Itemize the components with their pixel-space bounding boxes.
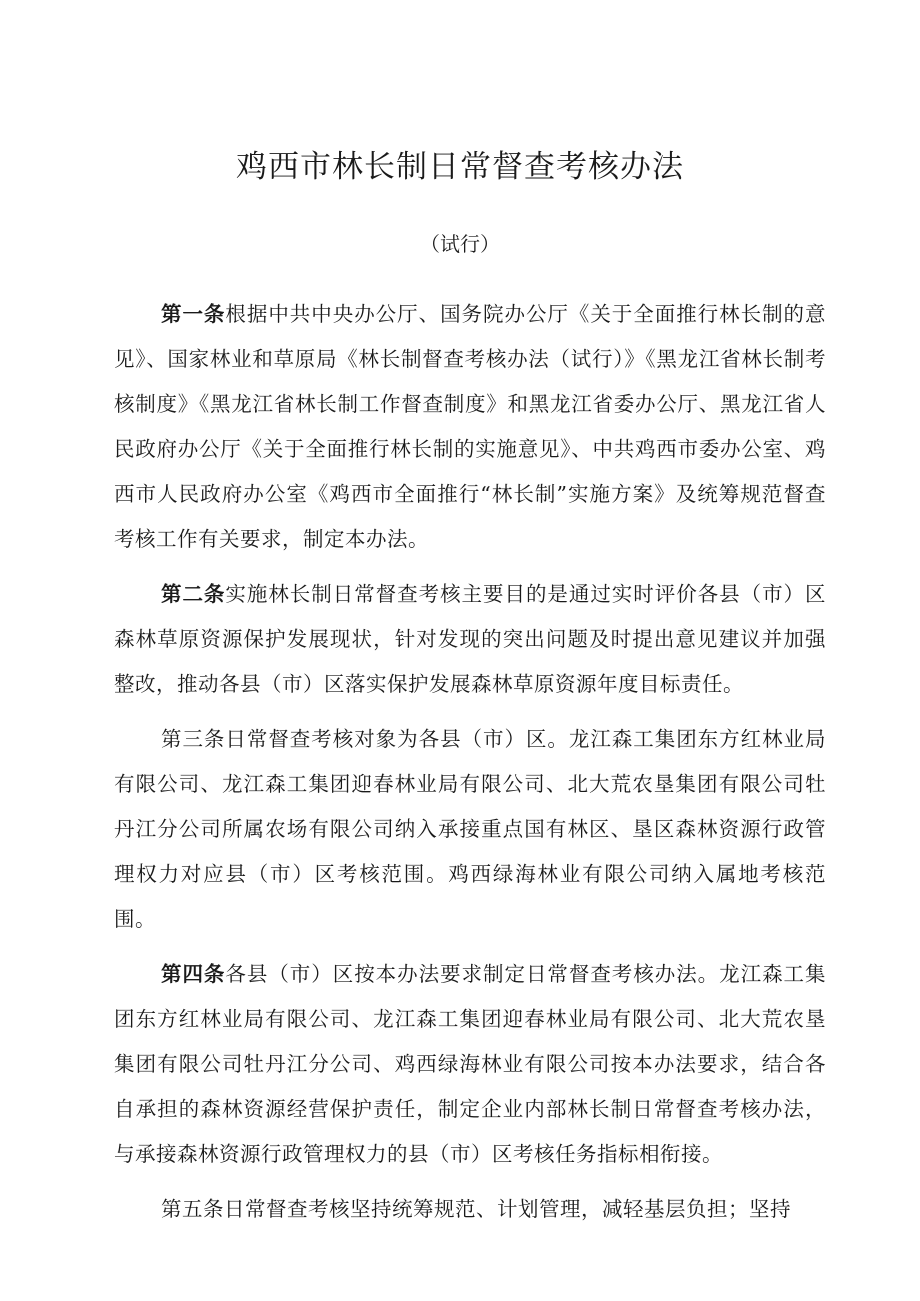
document-body	[114, 292, 826, 1232]
article-4-text: 各县（市）区按本办法要求制定日常督查考核办法。龙江森工集团东方红林业局有限公司、龙江森工集团迎春林业局有限公司、北大荒农垦集团有限公司牡丹江分公司、鸡西绿海林业有限公司按本办法要求，结合各自承担的森林资源经营保护责任，制定企业内部林长制日常督查考核办法，与承接森林资源行政管理权力的县（市）区考核任务指标相衔接。	[114, 962, 827, 1166]
document-title: 鸡西市林长制日常督查考核办法	[236, 149, 684, 185]
article-2	[114, 572, 826, 707]
article-4-label: 第四条	[161, 962, 226, 986]
article-3-label: 第三条	[161, 727, 226, 751]
article-2-text: 实施林长制日常督查考核主要目的是通过实时评价各县（市）区森林草原资源保护发展现状，针对发现的突出问题及时提出意见建议并加强整改，推动各县（市）区落实保护发展森林草原资源年度目标责任。	[114, 582, 827, 696]
article-1	[114, 292, 826, 562]
article-5	[114, 1187, 826, 1232]
article-3-text: 日常督查考核对象为各县（市）区。龙江森工集团东方红林业局有限公司、龙江森工集团迎春林业局有限公司、北大荒农垦集团有限公司牡丹江分公司所属农场有限公司纳入承接重点国有林区、垦区森林资源行政管理权力对应县（市）区考核范围。鸡西绿海林业有限公司纳入属地考核范围。	[114, 727, 827, 931]
article-5-label: 第五条	[161, 1197, 224, 1221]
article-1-text: 根据中共中央办公厅、国务院办公厅《关于全面推行林长制的意见》、国家林业和草原局《林长制督查考核办法（试行）》《黑龙江省林长制考核制度》《黑龙江省林长制工作督查制度》和黑龙江省委办公厅、黑龙江省人民政府办公厅《关于全面推行林长制的实施意见》、中共鸡西市委办公室、鸡西市人民政府办公室《鸡西市全面推行“林长制”实施方案》及统筹规范督查考核工作有关要求，制定本办法。	[114, 302, 827, 551]
article-4	[114, 952, 826, 1177]
document-subtitle: （试行）	[420, 232, 500, 256]
article-3	[114, 717, 826, 942]
article-5-text: 日常督查考核坚持统筹规范、计划管理，减轻基层负担；坚持	[224, 1197, 791, 1221]
article-1-label: 第一条	[161, 302, 226, 326]
article-2-label: 第二条	[161, 582, 226, 606]
